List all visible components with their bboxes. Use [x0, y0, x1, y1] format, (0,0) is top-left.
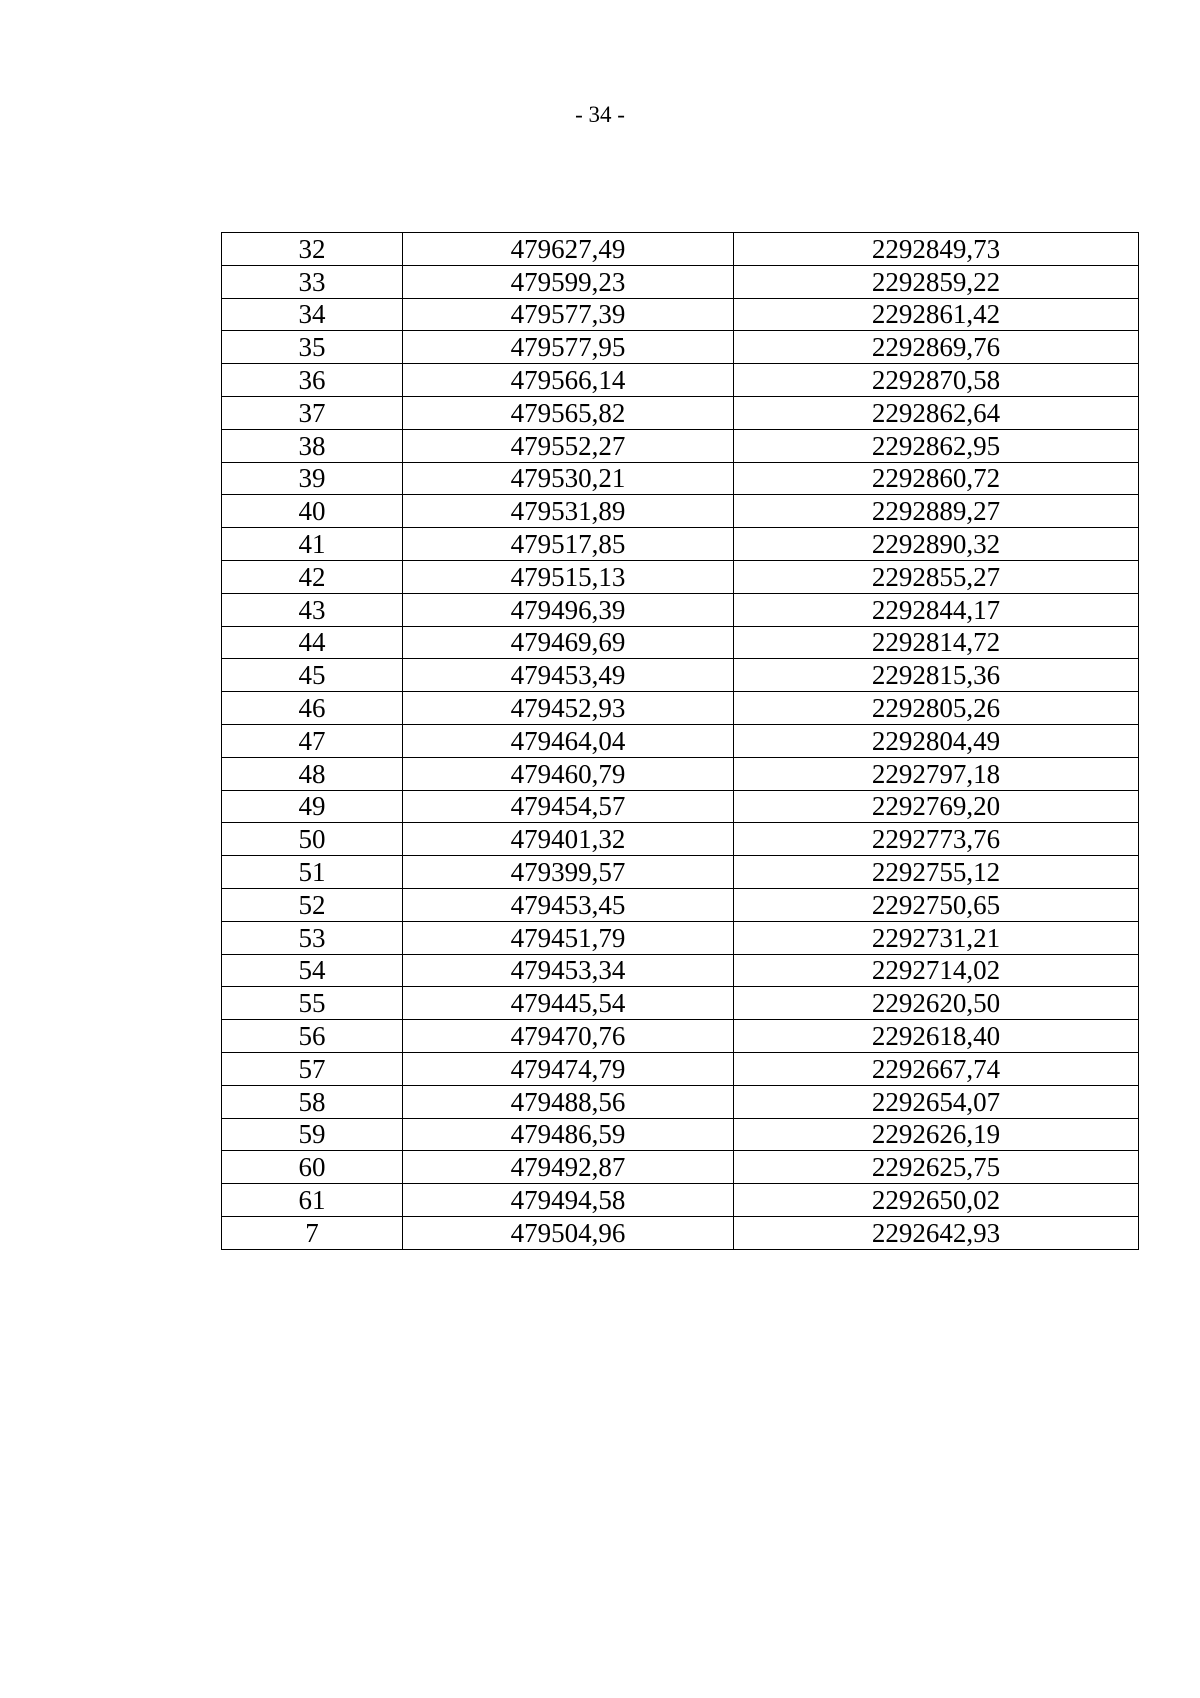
x-coordinate-cell: 479565,82: [403, 396, 734, 429]
point-number-cell: 42: [222, 560, 403, 593]
x-coordinate-cell: 479488,56: [403, 1085, 734, 1118]
table-row: [222, 364, 1139, 397]
x-coordinate-cell: 479496,39: [403, 593, 734, 626]
table-row: [222, 233, 1139, 266]
point-number-cell: 59: [222, 1118, 403, 1151]
y-coordinate-cell: 2292620,50: [734, 987, 1139, 1020]
point-number-cell: 7: [222, 1216, 403, 1249]
y-coordinate-cell: 2292862,95: [734, 429, 1139, 462]
y-coordinate-cell: 2292626,19: [734, 1118, 1139, 1151]
point-number-cell: 38: [222, 429, 403, 462]
y-coordinate-cell: 2292625,75: [734, 1151, 1139, 1184]
x-coordinate-cell: 479460,79: [403, 757, 734, 790]
point-number-cell: 45: [222, 659, 403, 692]
point-number-cell: 40: [222, 495, 403, 528]
point-number-cell: 51: [222, 856, 403, 889]
table-row: [222, 593, 1139, 626]
point-number-cell: 57: [222, 1052, 403, 1085]
x-coordinate-cell: 479453,34: [403, 954, 734, 987]
table-row: [222, 987, 1139, 1020]
point-number-cell: 39: [222, 462, 403, 495]
x-coordinate-cell: 479401,32: [403, 823, 734, 856]
y-coordinate-cell: 2292870,58: [734, 364, 1139, 397]
x-coordinate-cell: 479454,57: [403, 790, 734, 823]
x-coordinate-cell: 479453,49: [403, 659, 734, 692]
table-row: [222, 265, 1139, 298]
x-coordinate-cell: 479577,39: [403, 298, 734, 331]
table-row: [222, 462, 1139, 495]
x-coordinate-cell: 479552,27: [403, 429, 734, 462]
y-coordinate-cell: 2292869,76: [734, 331, 1139, 364]
point-number-cell: 61: [222, 1184, 403, 1217]
point-number-cell: 41: [222, 528, 403, 561]
y-coordinate-cell: 2292844,17: [734, 593, 1139, 626]
table-row: [222, 1118, 1139, 1151]
x-coordinate-cell: 479515,13: [403, 560, 734, 593]
x-coordinate-cell: 479566,14: [403, 364, 734, 397]
table-row: [222, 298, 1139, 331]
table-row: [222, 856, 1139, 889]
point-number-cell: 54: [222, 954, 403, 987]
x-coordinate-cell: 479464,04: [403, 724, 734, 757]
table-row: [222, 626, 1139, 659]
coordinates-table: [221, 232, 1139, 1250]
table-row: [222, 528, 1139, 561]
point-number-cell: 53: [222, 921, 403, 954]
y-coordinate-cell: 2292654,07: [734, 1085, 1139, 1118]
table-row: [222, 560, 1139, 593]
x-coordinate-cell: 479531,89: [403, 495, 734, 528]
y-coordinate-cell: 2292805,26: [734, 692, 1139, 725]
x-coordinate-cell: 479470,76: [403, 1020, 734, 1053]
y-coordinate-cell: 2292714,02: [734, 954, 1139, 987]
y-coordinate-cell: 2292667,74: [734, 1052, 1139, 1085]
point-number-cell: 43: [222, 593, 403, 626]
y-coordinate-cell: 2292861,42: [734, 298, 1139, 331]
table-row: [222, 429, 1139, 462]
x-coordinate-cell: 479492,87: [403, 1151, 734, 1184]
x-coordinate-cell: 479504,96: [403, 1216, 734, 1249]
point-number-cell: 58: [222, 1085, 403, 1118]
table-row: [222, 954, 1139, 987]
x-coordinate-cell: 479445,54: [403, 987, 734, 1020]
y-coordinate-cell: 2292849,73: [734, 233, 1139, 266]
y-coordinate-cell: 2292773,76: [734, 823, 1139, 856]
point-number-cell: 52: [222, 888, 403, 921]
y-coordinate-cell: 2292755,12: [734, 856, 1139, 889]
x-coordinate-cell: 479399,57: [403, 856, 734, 889]
table-row: [222, 396, 1139, 429]
table-row: [222, 1216, 1139, 1249]
y-coordinate-cell: 2292814,72: [734, 626, 1139, 659]
x-coordinate-cell: 479627,49: [403, 233, 734, 266]
point-number-cell: 56: [222, 1020, 403, 1053]
y-coordinate-cell: 2292804,49: [734, 724, 1139, 757]
table-row: [222, 790, 1139, 823]
y-coordinate-cell: 2292797,18: [734, 757, 1139, 790]
point-number-cell: 44: [222, 626, 403, 659]
y-coordinate-cell: 2292618,40: [734, 1020, 1139, 1053]
x-coordinate-cell: 479474,79: [403, 1052, 734, 1085]
x-coordinate-cell: 479451,79: [403, 921, 734, 954]
coordinates-table-body: [222, 233, 1139, 1250]
table-row: [222, 823, 1139, 856]
point-number-cell: 49: [222, 790, 403, 823]
table-row: [222, 1184, 1139, 1217]
y-coordinate-cell: 2292815,36: [734, 659, 1139, 692]
y-coordinate-cell: 2292860,72: [734, 462, 1139, 495]
y-coordinate-cell: 2292731,21: [734, 921, 1139, 954]
y-coordinate-cell: 2292890,32: [734, 528, 1139, 561]
point-number-cell: 32: [222, 233, 403, 266]
point-number-cell: 34: [222, 298, 403, 331]
y-coordinate-cell: 2292859,22: [734, 265, 1139, 298]
y-coordinate-cell: 2292855,27: [734, 560, 1139, 593]
x-coordinate-cell: 479599,23: [403, 265, 734, 298]
x-coordinate-cell: 479530,21: [403, 462, 734, 495]
y-coordinate-cell: 2292889,27: [734, 495, 1139, 528]
point-number-cell: 33: [222, 265, 403, 298]
table-row: [222, 921, 1139, 954]
point-number-cell: 55: [222, 987, 403, 1020]
table-row: [222, 1020, 1139, 1053]
page-number: - 34 -: [575, 102, 625, 127]
x-coordinate-cell: 479469,69: [403, 626, 734, 659]
point-number-cell: 37: [222, 396, 403, 429]
x-coordinate-cell: 479486,59: [403, 1118, 734, 1151]
y-coordinate-cell: 2292750,65: [734, 888, 1139, 921]
point-number-cell: 35: [222, 331, 403, 364]
point-number-cell: 46: [222, 692, 403, 725]
table-row: [222, 724, 1139, 757]
x-coordinate-cell: 479452,93: [403, 692, 734, 725]
table-row: [222, 331, 1139, 364]
table-row: [222, 757, 1139, 790]
point-number-cell: 36: [222, 364, 403, 397]
point-number-cell: 48: [222, 757, 403, 790]
x-coordinate-cell: 479494,58: [403, 1184, 734, 1217]
table-row: [222, 1052, 1139, 1085]
y-coordinate-cell: 2292862,64: [734, 396, 1139, 429]
table-row: [222, 1085, 1139, 1118]
table-row: [222, 659, 1139, 692]
y-coordinate-cell: 2292650,02: [734, 1184, 1139, 1217]
x-coordinate-cell: 479577,95: [403, 331, 734, 364]
table-row: [222, 495, 1139, 528]
point-number-cell: 50: [222, 823, 403, 856]
point-number-cell: 47: [222, 724, 403, 757]
table-row: [222, 1151, 1139, 1184]
table-row: [222, 888, 1139, 921]
y-coordinate-cell: 2292769,20: [734, 790, 1139, 823]
y-coordinate-cell: 2292642,93: [734, 1216, 1139, 1249]
x-coordinate-cell: 479453,45: [403, 888, 734, 921]
x-coordinate-cell: 479517,85: [403, 528, 734, 561]
table-row: [222, 692, 1139, 725]
point-number-cell: 60: [222, 1151, 403, 1184]
